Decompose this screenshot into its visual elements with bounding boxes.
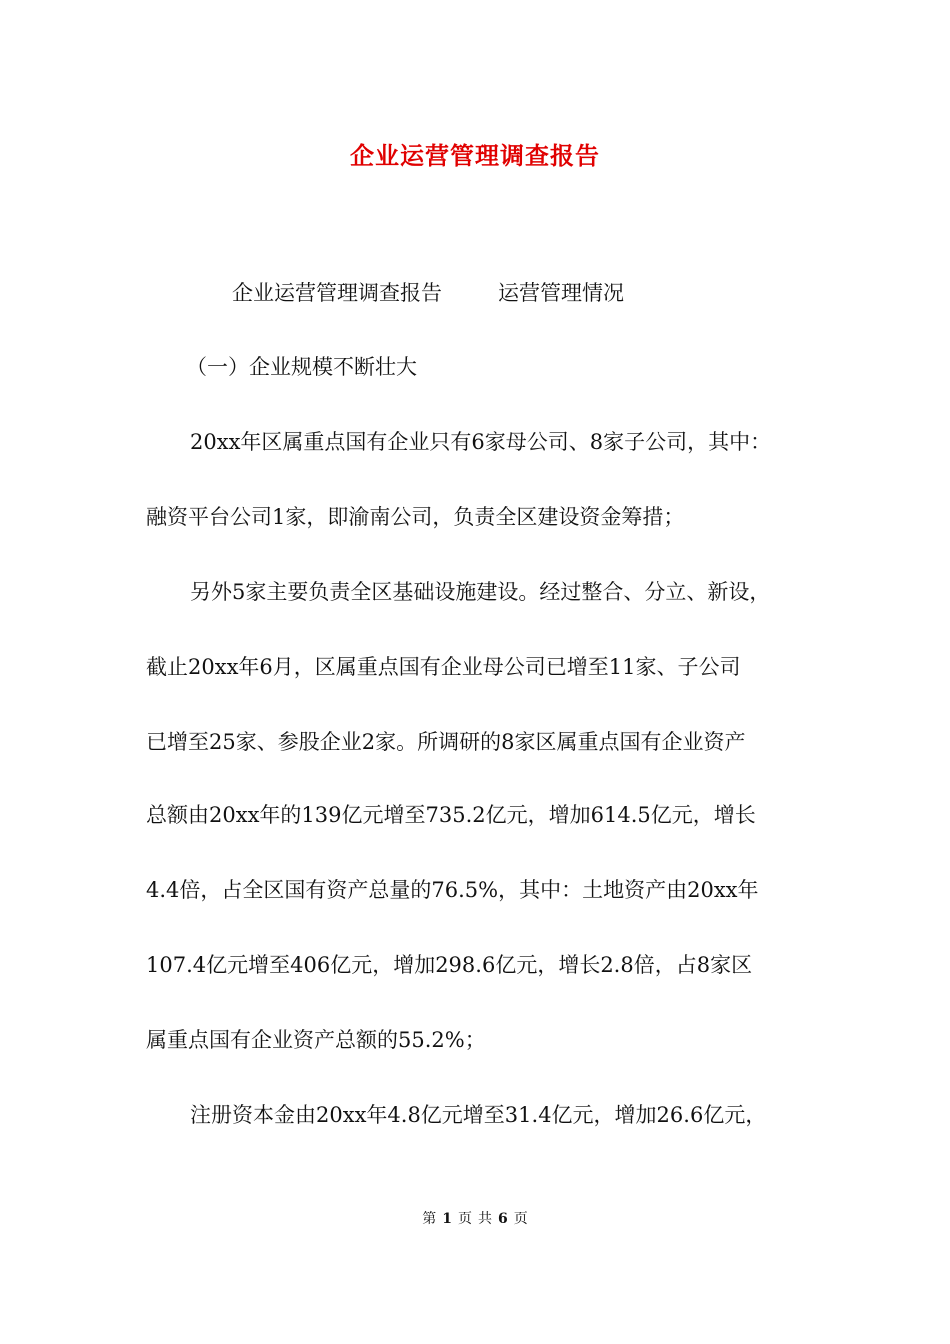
body-line: 4.4倍，占全区国有资产总量的76.5%，其中：土地资产由20xx年	[146, 878, 759, 902]
footer-prefix: 第	[422, 1211, 437, 1227]
heading-left: 企业运营管理调查报告	[232, 281, 442, 305]
footer-page-word: 页	[458, 1211, 472, 1227]
body-line: 属重点国有企业资产总额的55.2%；	[146, 1028, 486, 1052]
total-page-number: 6	[498, 1211, 508, 1227]
current-page-number: 1	[442, 1211, 452, 1227]
body-line: 已增至25家、参股企业2家。所调研的8家区属重点国有企业资产	[146, 730, 746, 754]
body-line: 注册资本金由20xx年4.8亿元增至31.4亿元，增加26.6亿元，	[190, 1103, 767, 1127]
body-line: 另外5家主要负责全区基础设施建设。经过整合、分立、新设，	[190, 580, 771, 604]
body-line: 融资平台公司1家，即渝南公司，负责全区建设资金筹措；	[146, 505, 685, 529]
page-footer	[0, 1208, 950, 1228]
footer-total-word: 共	[478, 1211, 492, 1227]
body-line: 截止20xx年6月，区属重点国有企业母公司已增至11家、子公司	[146, 655, 741, 679]
report-heading-row	[232, 278, 624, 308]
body-line: 总额由20xx年的139亿元增至735.2亿元，增加614.5亿元，增长	[146, 803, 756, 827]
heading-right: 运营管理情况	[498, 281, 624, 305]
document-title: 企业运营管理调查报告	[350, 141, 600, 170]
section-heading: （一）企业规模不断壮大	[186, 355, 417, 379]
footer-suffix: 页	[513, 1211, 528, 1227]
body-line: 107.4亿元增至406亿元，增加298.6亿元，增长2.8倍，占8家区	[146, 953, 753, 977]
body-line: 20xx年区属重点国有企业只有6家母公司、8家子公司，其中：	[190, 430, 772, 454]
